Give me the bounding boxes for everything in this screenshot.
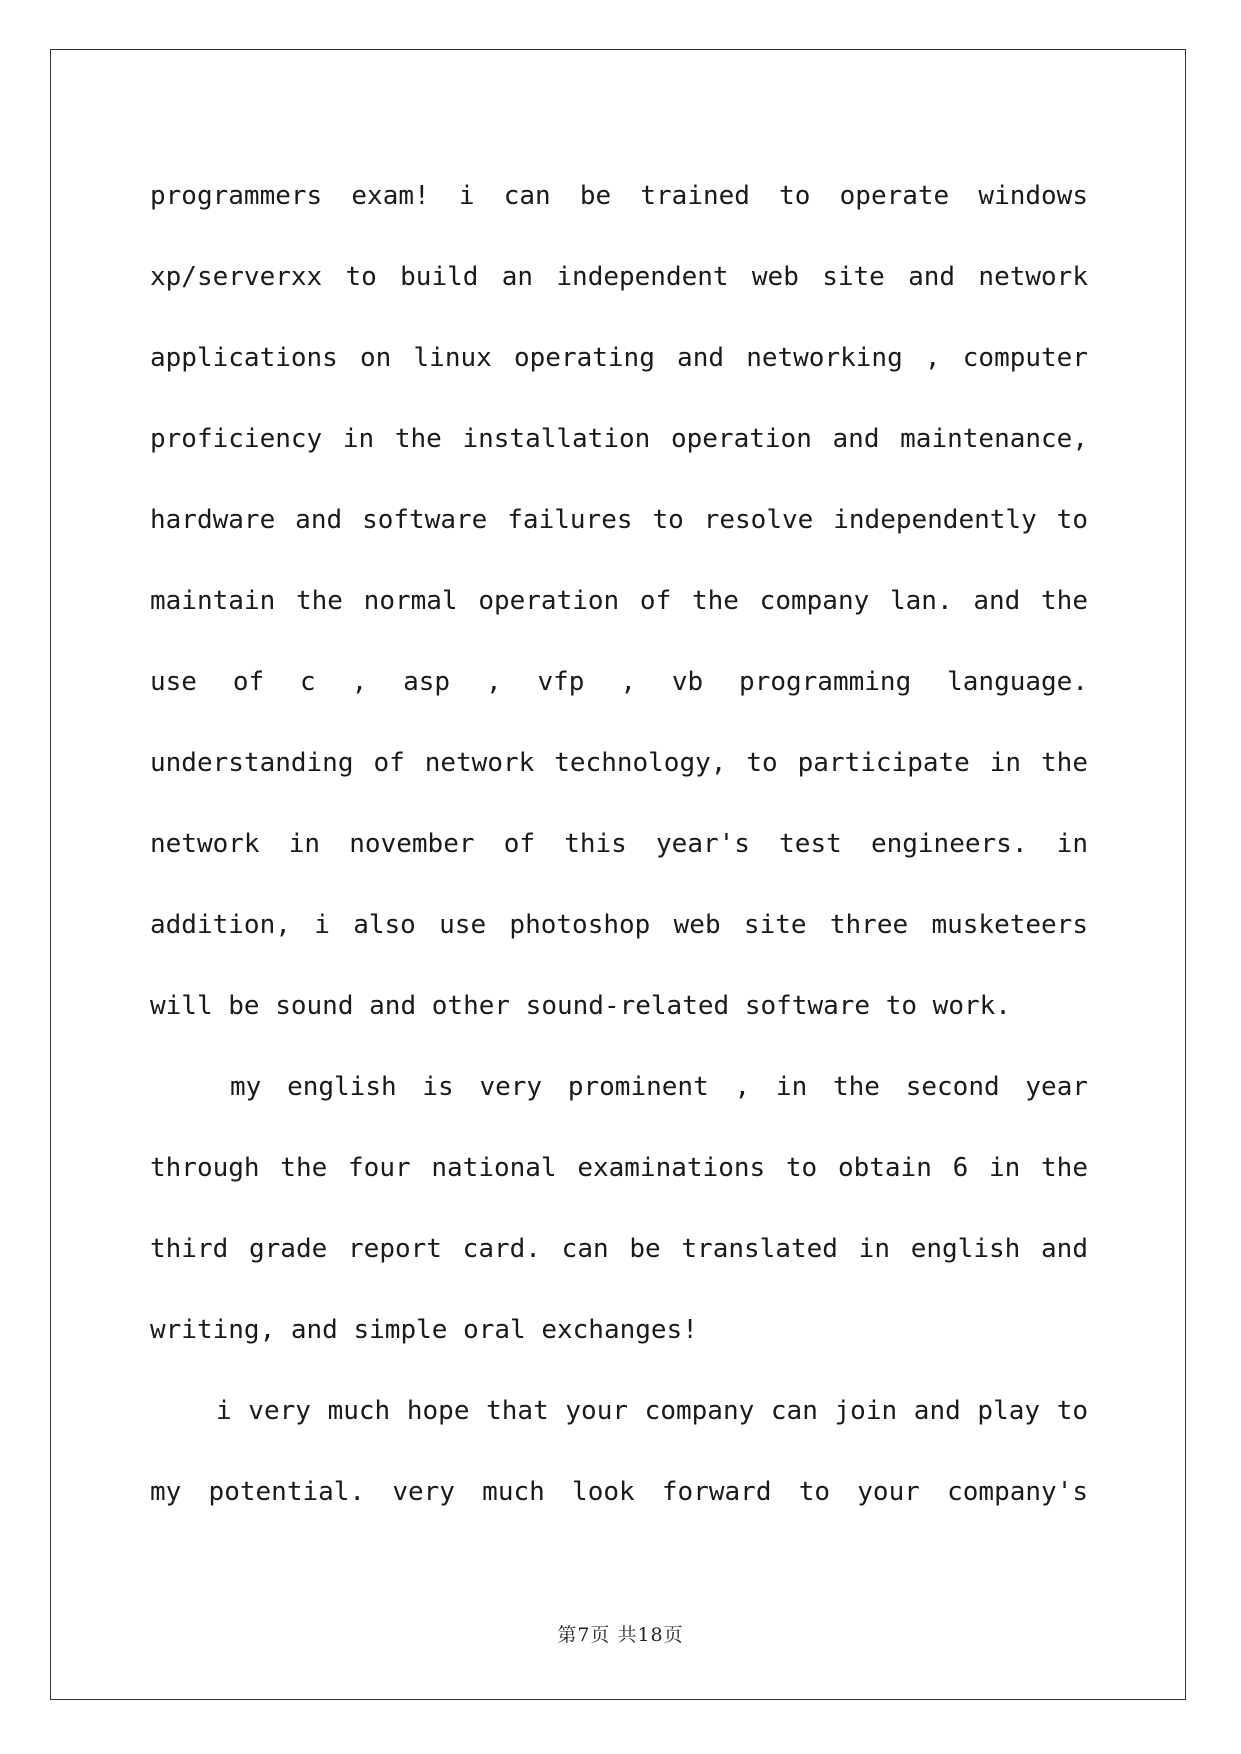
text-line: maintain the normal operation of the company lan. and the [150, 586, 1088, 616]
text-line: proficiency in the installation operation and maintenance, [150, 424, 1088, 454]
text-line: applications on linux operating and networking , computer [150, 343, 1088, 373]
text-line: third grade report card. can be translated in english and [150, 1234, 1088, 1264]
text-line: my potential. very much look forward to your company's [150, 1477, 1088, 1507]
text-line: hardware and software failures to resolve independently to [150, 505, 1088, 535]
document-body [150, 156, 1088, 1533]
text-line: programmers exam! i can be trained to operate windows [150, 181, 1088, 211]
text-line: xp/serverxx to build an independent web site and network [150, 262, 1088, 292]
text-line: network in november of this year's test engineers. in [150, 829, 1088, 859]
text-line: writing, and simple oral exchanges! [150, 1315, 698, 1345]
text-line: through the four national examinations to obtain 6 in the [150, 1153, 1088, 1183]
paragraph-first-line: my english is very prominent , in the second year [230, 1072, 1088, 1102]
text-line: will be sound and other sound-related software to work. [150, 991, 1011, 1021]
paragraph-first-line: i very much hope that your company can join and play to [216, 1396, 1088, 1426]
text-line: understanding of network technology, to participate in the [150, 748, 1088, 778]
text-line: use of c , asp , vfp , vb programming language. [150, 667, 1088, 697]
text-line: addition, i also use photoshop web site three musketeers [150, 910, 1088, 940]
page-number-footer: 第7页 共18页 [557, 1624, 684, 1646]
